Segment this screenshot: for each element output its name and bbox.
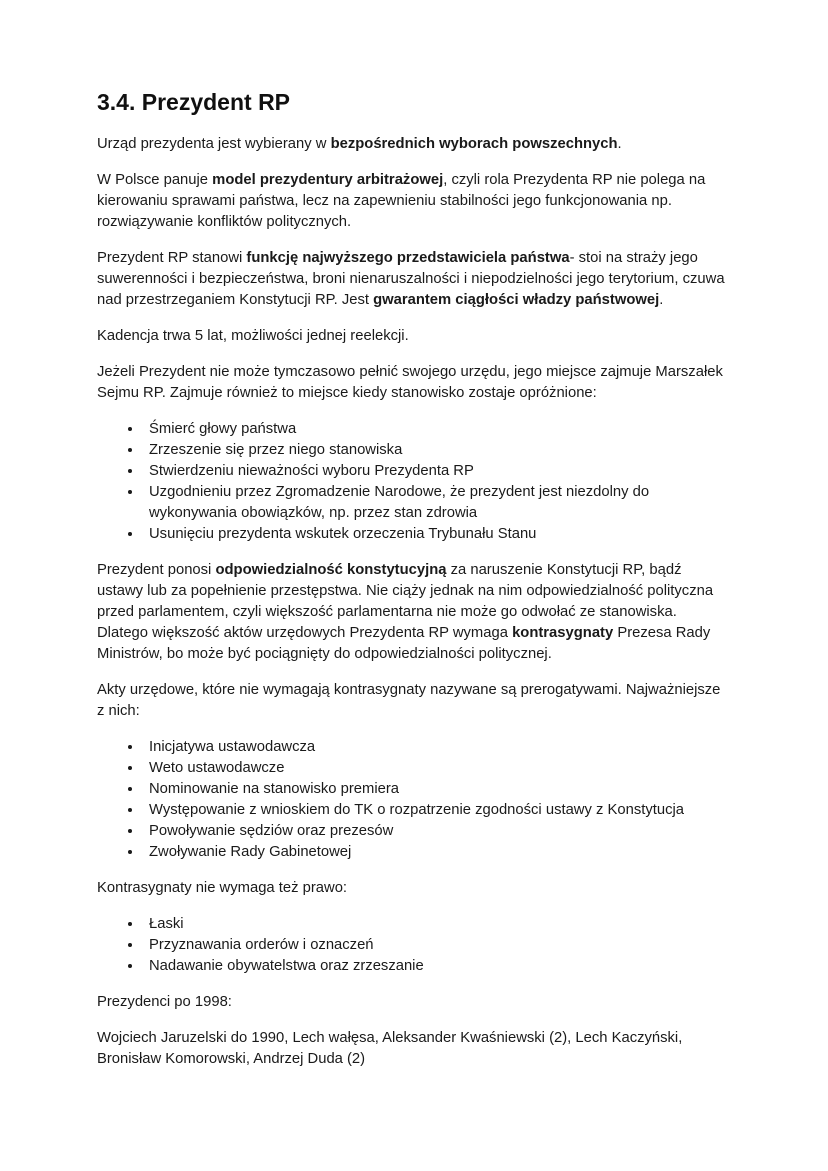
paragraph xyxy=(97,362,730,404)
text-run: za naruszenie Konstytucji RP, bądź ustawy lub za popełnienie przestępstwa. Nie ciąży jednak na nim odpowiedzialność polityczna przed parlamentem, czyli większość parlamentarna nie może go odwołać ze stanowiska. Dlatego większość aktów urzędowych Prezydenta RP wymaga xyxy=(97,562,714,641)
text-run: . xyxy=(659,292,664,308)
paragraph xyxy=(97,170,730,233)
paragraph xyxy=(97,992,730,1013)
text-run: Prezydent RP stanowi xyxy=(97,250,247,266)
list-item: • Zwoływanie Rady Gabinetowej xyxy=(143,842,730,863)
text-run: Kontrasygnaty nie wymaga też prawo: xyxy=(97,880,348,896)
text-run: Prezesa Rady Ministrów, bo może być pociągnięty do odpowiedzialności politycznej. xyxy=(97,625,711,662)
text-run: - stoi na straży jego suwerenności i bezpieczeństwa, broni nienaruszalności i niepodzielności jego terytorium, czuwa nad przestrzeganiem Konstytucji RP. Jest xyxy=(97,250,725,308)
list-item: • Występowanie z wnioskiem do TK o rozpatrzenie zgodności ustawy z Konstytucja xyxy=(143,800,730,821)
paragraph xyxy=(97,1028,730,1070)
bold-text-run: funkcję najwyższego przedstawiciela państwa xyxy=(246,250,570,266)
bullet-list xyxy=(97,737,730,863)
list-item: • Przyznawania orderów i oznaczeń xyxy=(143,935,730,956)
list-item: • Nominowanie na stanowisko premiera xyxy=(143,779,730,800)
text-run: Urząd prezydenta jest wybierany w xyxy=(97,136,331,152)
list-item: • Stwierdzeniu nieważności wyboru Prezydenta RP xyxy=(143,461,730,482)
list-item: • Łaski xyxy=(143,914,730,935)
text-run: Prezydenci po 1998: xyxy=(97,994,232,1010)
text-run: Prezydent ponosi xyxy=(97,562,216,578)
paragraph xyxy=(97,134,730,155)
list-item: • Uzgodnieniu przez Zgromadzenie Narodowe, że prezydent jest niezdolny do wykonywania obowiązków, np. przez stan zdrowia xyxy=(143,482,730,524)
paragraph xyxy=(97,680,730,722)
bold-text-run: model prezydentury arbitrażowej xyxy=(212,172,444,188)
text-run: W Polsce panuje xyxy=(97,172,213,188)
text-run: Akty urzędowe, które nie wymagają kontrasygnaty nazywane są prerogatywami. Najważniejsze z nich: xyxy=(97,682,721,719)
list-item: • Śmierć głowy państwa xyxy=(143,419,730,440)
document-content xyxy=(97,88,730,1070)
text-run: . xyxy=(617,136,622,152)
document-heading: 3.4. Prezydent RP xyxy=(97,89,291,115)
text-run: Kadencja trwa 5 lat, możliwości jednej reelekcji. xyxy=(97,328,409,344)
paragraph xyxy=(97,560,730,665)
bold-text-run: gwarantem ciągłości władzy państwowej xyxy=(373,292,660,308)
text-run: Jeżeli Prezydent nie może tymczasowo pełnić swojego urzędu, jego miejsce zajmuje Marszałek Sejmu RP. Zajmuje również to miejsce kiedy stanowisko zostaje opróżnione: xyxy=(97,364,723,401)
text-run: , czyli rola Prezydenta RP nie polega na kierowaniu sprawami państwa, lecz na zapewnieniu stabilności jego funkcjonowania np. rozwiązywanie konfliktów politycznych. xyxy=(97,172,706,230)
bullet-list xyxy=(97,419,730,545)
text-run: Wojciech Jaruzelski do 1990, Lech wałęsa, Aleksander Kwaśniewski (2), Lech Kaczyński, Bronisław Komorowski, Andrzej Duda (2) xyxy=(97,1030,683,1067)
paragraph xyxy=(97,878,730,899)
bold-text-run: odpowiedzialność konstytucyjną xyxy=(215,562,447,578)
paragraph xyxy=(97,248,730,311)
list-item: • Powoływanie sędziów oraz prezesów xyxy=(143,821,730,842)
list-item: • Zrzeszenie się przez niego stanowiska xyxy=(143,440,730,461)
bullet-list xyxy=(97,914,730,977)
list-item: • Inicjatywa ustawodawcza xyxy=(143,737,730,758)
paragraph xyxy=(97,326,730,347)
list-item: • Weto ustawodawcze xyxy=(143,758,730,779)
bold-text-run: kontrasygnaty xyxy=(512,625,614,641)
list-item: • Nadawanie obywatelstwa oraz zrzeszanie xyxy=(143,956,730,977)
list-item: • Usunięciu prezydenta wskutek orzeczenia Trybunału Stanu xyxy=(143,524,730,545)
bold-text-run: bezpośrednich wyborach powszechnych xyxy=(330,136,618,152)
